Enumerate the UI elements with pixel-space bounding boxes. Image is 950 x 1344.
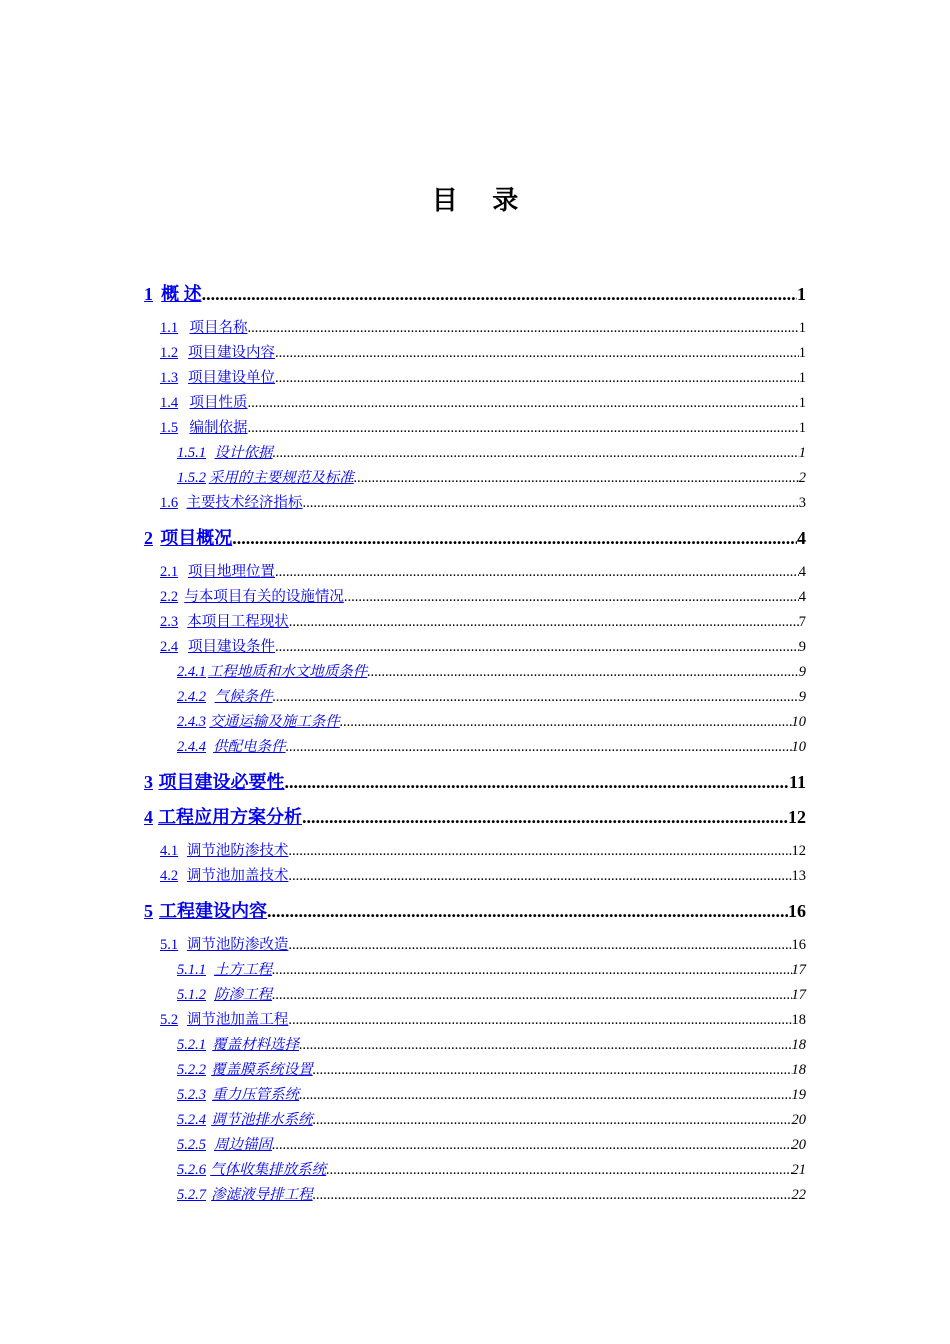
toc-entry-number[interactable]: 2.4.1 xyxy=(177,664,206,680)
toc-entry-page: 20 xyxy=(791,1137,806,1153)
dot-leader xyxy=(344,589,799,606)
toc-entry-page: 1 xyxy=(797,284,806,304)
dot-leader xyxy=(313,1112,792,1129)
toc-entry-page: 17 xyxy=(791,987,806,1003)
toc-entry-page: 9 xyxy=(798,639,806,655)
toc-entry-label[interactable]: 调节池加盖工程 xyxy=(186,1012,289,1028)
toc-entry-label[interactable]: 本项目工程现状 xyxy=(187,614,289,630)
dot-leader xyxy=(288,1012,791,1029)
toc-entry-label[interactable]: 工程建设内容 xyxy=(158,901,267,921)
toc-entry-number[interactable]: 5.1.1 xyxy=(177,962,206,978)
toc-entry-label[interactable]: 编制依据 xyxy=(189,420,248,436)
toc-entry-page: 1 xyxy=(798,420,806,436)
toc-entry-number[interactable]: 2.4.2 xyxy=(177,689,206,705)
dot-leader xyxy=(303,495,799,512)
dot-leader xyxy=(275,564,799,581)
toc-entry-label[interactable]: 交通运输及施工条件 xyxy=(209,714,340,730)
toc-entry[interactable] xyxy=(177,1133,806,1153)
toc-entry-label[interactable]: 覆盖膜系统设置 xyxy=(211,1062,313,1078)
toc-entry-number[interactable]: 2.4 xyxy=(160,639,179,655)
toc-entry[interactable] xyxy=(177,466,806,486)
toc-entry[interactable] xyxy=(144,768,806,794)
toc-entry-label[interactable]: 供配电条件 xyxy=(213,739,286,755)
toc-entry-number[interactable]: 1.5 xyxy=(160,420,179,436)
dot-leader xyxy=(299,1087,791,1104)
toc-entry-label[interactable]: 工程应用方案分析 xyxy=(157,807,302,827)
dot-leader xyxy=(286,739,792,756)
toc-entry-number[interactable]: 1.6 xyxy=(160,495,179,511)
toc-entry-number[interactable]: 2.1 xyxy=(160,564,179,580)
toc-entry[interactable] xyxy=(160,610,806,630)
toc-entry[interactable] xyxy=(177,1058,806,1078)
toc-entry-number[interactable]: 1.3 xyxy=(160,370,179,386)
toc-entry-number[interactable]: 1.1 xyxy=(160,320,179,336)
toc-entry-page: 12 xyxy=(791,843,806,859)
dot-leader xyxy=(232,528,797,549)
toc-entry-page: 12 xyxy=(788,807,806,827)
toc-entry[interactable] xyxy=(160,839,806,859)
toc-entry-number[interactable]: 5 xyxy=(144,901,153,921)
dot-leader xyxy=(202,284,797,305)
toc-entry-number[interactable]: 2.4.4 xyxy=(177,739,206,755)
toc-entry-page: 4 xyxy=(798,564,806,580)
toc-entry[interactable] xyxy=(177,1158,806,1178)
toc-entry-label[interactable]: 调节池防渗改造 xyxy=(186,937,289,953)
toc-entry-page: 1 xyxy=(798,320,806,336)
toc-entry-page: 10 xyxy=(791,739,806,755)
dot-leader xyxy=(326,1162,791,1179)
toc-entry[interactable] xyxy=(144,803,806,829)
dot-leader xyxy=(247,420,798,437)
toc-entry-number[interactable]: 2.3 xyxy=(160,614,179,630)
toc-entry-number[interactable]: 1 xyxy=(144,284,153,304)
dot-leader xyxy=(288,937,791,954)
dot-leader xyxy=(275,345,799,362)
toc-entry-label[interactable]: 项目名称 xyxy=(189,320,248,336)
toc-entry-number[interactable]: 4 xyxy=(144,807,153,827)
toc-entry-number[interactable]: 5.2.3 xyxy=(177,1087,206,1103)
toc-entry-label[interactable]: 土方工程 xyxy=(214,962,273,978)
dot-leader xyxy=(340,714,792,731)
toc-entry-number[interactable]: 3 xyxy=(144,772,153,792)
toc-entry-number[interactable]: 5.2.7 xyxy=(177,1187,206,1203)
toc-entry-label[interactable]: 项目建设条件 xyxy=(188,639,276,655)
dot-leader xyxy=(272,962,791,979)
toc-entry-label[interactable]: 调节池加盖技术 xyxy=(186,868,289,884)
dot-leader xyxy=(367,664,798,681)
toc-entry-page: 21 xyxy=(791,1162,806,1178)
toc-entry-label[interactable]: 周边锚固 xyxy=(214,1137,273,1153)
toc-entry-label[interactable]: 与本项目有关的设施情况 xyxy=(184,589,344,605)
toc-entry[interactable] xyxy=(160,391,806,411)
toc-entry-page: 1 xyxy=(798,445,806,461)
toc-entry-number[interactable]: 2.2 xyxy=(160,589,179,605)
toc-entry-page: 18 xyxy=(791,1062,806,1078)
toc-entry-label[interactable]: 采用的主要规范及标准 xyxy=(208,470,354,486)
toc-entry[interactable] xyxy=(177,1183,806,1203)
toc-entry-page: 1 xyxy=(798,395,806,411)
toc-entry[interactable] xyxy=(160,635,806,655)
dot-leader xyxy=(272,1137,791,1154)
toc-entry[interactable] xyxy=(160,560,806,580)
toc-entry-number[interactable]: 5.1.2 xyxy=(177,987,206,1003)
toc-entry[interactable] xyxy=(160,585,806,605)
toc-entry-number[interactable]: 1.5.2 xyxy=(177,470,206,486)
dot-leader xyxy=(247,320,798,337)
dot-leader xyxy=(273,689,799,706)
dot-leader xyxy=(267,901,788,922)
toc-entry[interactable] xyxy=(177,1033,806,1053)
dot-leader xyxy=(247,395,798,412)
toc-entry-number[interactable]: 5.2.2 xyxy=(177,1062,206,1078)
toc-entry[interactable] xyxy=(177,710,806,730)
toc-entry-number[interactable]: 5.2.1 xyxy=(177,1037,206,1053)
toc-entry[interactable] xyxy=(177,1083,806,1103)
dot-leader xyxy=(302,807,788,828)
toc-entry-page: 4 xyxy=(798,589,806,605)
toc-entry-label[interactable]: 重力压管系统 xyxy=(212,1087,300,1103)
toc-entry[interactable] xyxy=(177,958,806,978)
toc-entry-page: 9 xyxy=(798,664,806,680)
toc-entry[interactable] xyxy=(144,280,806,306)
toc-entry-page: 2 xyxy=(798,470,806,486)
toc-entry-page: 17 xyxy=(791,962,806,978)
toc-entry[interactable] xyxy=(177,983,806,1003)
toc-entry[interactable] xyxy=(177,685,806,705)
toc-entry-number[interactable]: 5.2 xyxy=(160,1012,179,1028)
toc-entry-number[interactable]: 4.2 xyxy=(160,868,179,884)
toc-entry-page: 3 xyxy=(798,495,806,511)
toc-entry[interactable] xyxy=(177,660,806,680)
toc-entry-label[interactable]: 主要技术经济指标 xyxy=(186,495,303,511)
toc-entry-label[interactable]: 项目概况 xyxy=(160,528,233,548)
dot-leader xyxy=(289,614,799,631)
toc-entry[interactable] xyxy=(177,735,806,755)
toc-entry[interactable] xyxy=(144,897,806,923)
toc-entry-page: 7 xyxy=(798,614,806,630)
toc-entry-page: 1 xyxy=(798,345,806,361)
page-title: 目 录 xyxy=(431,186,533,215)
toc-entry[interactable] xyxy=(177,441,806,461)
toc-entry-number[interactable]: 1.2 xyxy=(160,345,179,361)
toc-entry-label[interactable]: 渗滤液导排工程 xyxy=(211,1187,313,1203)
toc-entry-page: 13 xyxy=(791,868,806,884)
toc-entry-label[interactable]: 调节池防渗技术 xyxy=(186,843,289,859)
toc-entry[interactable] xyxy=(160,416,806,436)
toc-entry-label[interactable]: 项目建设单位 xyxy=(188,370,276,386)
toc-entry[interactable] xyxy=(177,1108,806,1128)
toc-entry-label[interactable]: 调节池排水系统 xyxy=(211,1112,313,1128)
toc-entry-number[interactable]: 5.2.6 xyxy=(177,1162,206,1178)
toc-entry-number[interactable]: 5.2.4 xyxy=(177,1112,206,1128)
toc-entry-page: 10 xyxy=(791,714,806,730)
toc-entry-page: 16 xyxy=(788,901,806,921)
dot-leader xyxy=(313,1062,792,1079)
toc-entry-number[interactable]: 1.5.1 xyxy=(177,445,206,461)
dot-leader xyxy=(288,843,791,860)
dot-leader xyxy=(288,868,791,885)
toc-entry-page: 11 xyxy=(788,772,806,792)
toc-entry-label[interactable]: 防渗工程 xyxy=(214,987,273,1003)
toc-entry-page: 18 xyxy=(791,1037,806,1053)
toc-entry-page: 18 xyxy=(791,1012,806,1028)
dot-leader xyxy=(273,445,799,462)
toc-entry[interactable] xyxy=(160,1008,806,1028)
toc-entry[interactable] xyxy=(144,524,806,550)
toc-entry-number[interactable]: 2 xyxy=(144,528,153,548)
toc-entry-label[interactable]: 工程地质和水文地质条件 xyxy=(207,664,368,680)
dot-leader xyxy=(275,639,799,656)
toc-entry-label[interactable]: 项目建设必要性 xyxy=(158,772,285,792)
toc-entry-label[interactable]: 覆盖材料选择 xyxy=(212,1037,300,1053)
toc-entry-page: 20 xyxy=(791,1112,806,1128)
dot-leader xyxy=(299,1037,791,1054)
toc-entry-label[interactable]: 气体收集排放系统 xyxy=(210,1162,327,1178)
toc-entry-number[interactable]: 4.1 xyxy=(160,843,179,859)
toc-entry-label[interactable]: 气候条件 xyxy=(214,689,273,705)
toc-entry[interactable] xyxy=(160,341,806,361)
dot-leader xyxy=(313,1187,792,1204)
dot-leader xyxy=(354,470,799,487)
toc-entry-page: 22 xyxy=(791,1187,806,1203)
toc-entry-label[interactable]: 项目地理位置 xyxy=(188,564,276,580)
toc-entry-page: 4 xyxy=(797,528,806,548)
dot-leader xyxy=(285,772,789,793)
toc-entry-label[interactable]: 项目性质 xyxy=(189,395,248,411)
toc-entry-page: 16 xyxy=(791,937,806,953)
toc-entry[interactable] xyxy=(160,316,806,336)
toc-entry[interactable] xyxy=(160,864,806,884)
toc-entry-page: 1 xyxy=(798,370,806,386)
toc-entry-number[interactable]: 5.1 xyxy=(160,937,179,953)
toc-entry-number[interactable]: 5.2.5 xyxy=(177,1137,206,1153)
dot-leader xyxy=(275,370,799,387)
toc-entry-label[interactable]: 设计依据 xyxy=(214,445,273,461)
dot-leader xyxy=(272,987,791,1004)
toc-entry[interactable] xyxy=(160,491,806,511)
toc-entry-page: 9 xyxy=(798,689,806,705)
toc-entry[interactable] xyxy=(160,933,806,953)
toc-entry-number[interactable]: 1.4 xyxy=(160,395,179,411)
toc-entry-label[interactable]: 概 述 xyxy=(161,284,202,304)
toc-entry-number[interactable]: 2.4.3 xyxy=(177,714,206,730)
toc-entry-label[interactable]: 项目建设内容 xyxy=(188,345,276,361)
toc-entry[interactable] xyxy=(160,366,806,386)
toc-entry-page: 19 xyxy=(791,1087,806,1103)
